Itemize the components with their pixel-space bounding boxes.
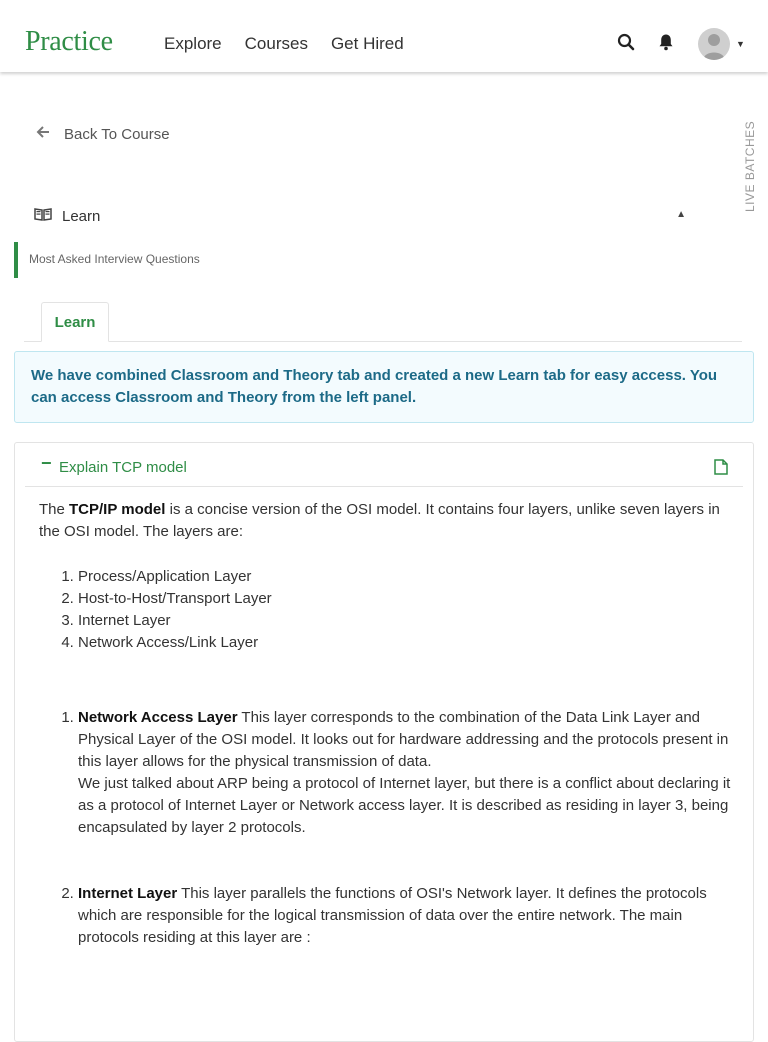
site-logo[interactable]: Practice [25, 26, 113, 57]
info-notice: We have combined Classroom and Theory tab and created a new Learn tab for easy access. You can access Classroom and Theory from the left panel. [14, 351, 754, 423]
back-to-course-label: Back To Course [64, 126, 170, 143]
collapse-icon[interactable]: − [41, 453, 52, 473]
tab-learn[interactable]: Learn [41, 302, 109, 342]
detail-item [78, 883, 731, 949]
live-batches-label: LIVE BATCHES [743, 120, 757, 212]
book-icon [34, 207, 52, 226]
question-title[interactable]: Explain TCP model [59, 459, 187, 476]
top-navbar [0, 0, 768, 72]
back-to-course-link[interactable] [36, 125, 170, 144]
layer-details-list [39, 707, 731, 839]
detail-heading: Network Access Layer [78, 709, 238, 726]
detail-heading: Internet Layer [78, 885, 178, 902]
detail-text: This layer corresponds to the combination of the Data Link Layer and Physical Layer of the OSI model. It looks out for hardware addressing and the protocols present in this layer allows for the physical transmission of data. [78, 709, 729, 770]
intro-paragraph [39, 499, 731, 543]
list-item: 3. Internet Layer [78, 610, 731, 632]
nav-get-hired[interactable]: Get Hired [330, 34, 404, 53]
sidebar-item-most-asked[interactable] [14, 242, 200, 278]
question-card [14, 442, 754, 1042]
chevron-down-icon[interactable]: ▼ [736, 39, 745, 49]
user-menu[interactable] [698, 28, 745, 60]
detail-text: This layer parallels the functions of OSI's Network layer. It defines the protocols which are responsible for the logical transmission of data over the entire network. The main protocols residing at this layer are : [78, 885, 707, 946]
answer-body [39, 499, 731, 949]
list-item: 2. Host-to-Host/Transport Layer [78, 588, 731, 610]
search-icon[interactable] [617, 33, 635, 56]
live-batches-tab[interactable] [742, 120, 760, 216]
nav-courses[interactable]: Courses [244, 34, 308, 53]
intro-prefix: The [39, 501, 70, 518]
detail-text: We just talked about ARP being a protocol of Internet layer, but there is a conflict about declaring it as a protocol of Internet Layer or Network access layer. It is described as residing in layer 3, being encapsulated by layer 2 protocols. [78, 775, 731, 836]
layers-list [39, 566, 731, 654]
intro-text: is a concise version of the OSI model. It contains four layers, unlike seven layers in the OSI model. The layers are: [39, 501, 720, 540]
avatar[interactable] [698, 28, 730, 60]
learn-section-toggle[interactable] [34, 206, 686, 226]
bell-icon[interactable] [657, 33, 675, 56]
question-header[interactable] [25, 443, 743, 487]
main-nav [164, 34, 404, 54]
learn-section-label: Learn [62, 207, 101, 225]
layer-details-list-2 [39, 883, 731, 949]
chevron-up-icon[interactable]: ▲ [676, 209, 686, 220]
sidebar-item-label: Most Asked Interview Questions [29, 252, 200, 266]
tabs-divider [24, 341, 742, 342]
intro-bold: TCP/IP model [69, 501, 166, 518]
arrow-left-icon [36, 125, 50, 144]
nav-explore[interactable]: Explore [164, 34, 222, 53]
detail-item [78, 707, 731, 839]
document-icon[interactable] [714, 459, 728, 480]
list-item: 4. Network Access/Link Layer [78, 632, 731, 654]
list-item: 1. Process/Application Layer [78, 566, 731, 588]
